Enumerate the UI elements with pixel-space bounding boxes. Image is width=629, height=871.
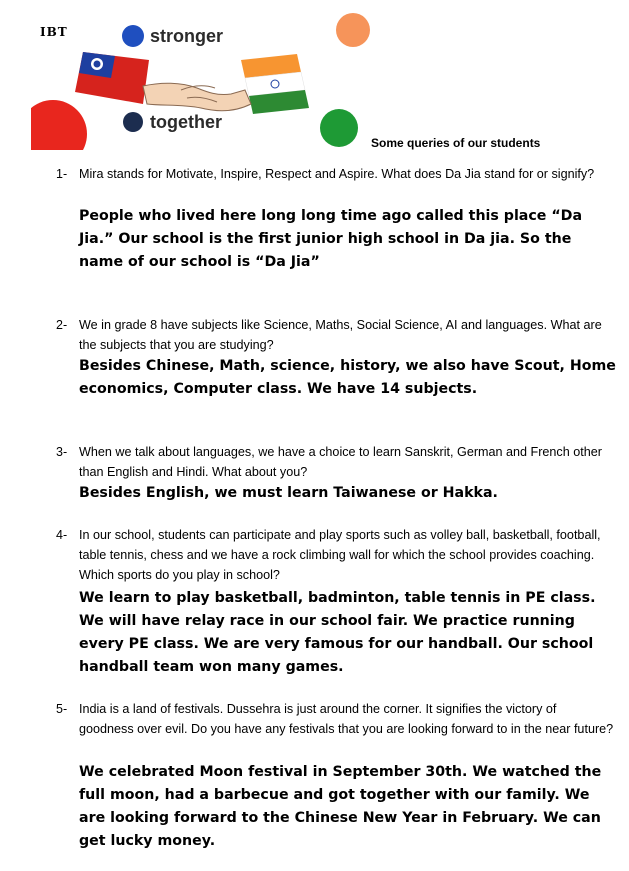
orange-circle-decoration [336, 13, 370, 47]
question-text: In our school, students can participate and play sports such as volley ball, basketball, football, table tennis, chess and we have a rock climbing wall for which the school provides coaching. Which sports do you play in school? [79, 528, 601, 582]
navy-dot-icon [123, 112, 143, 132]
answer-text: Besides Chinese, Math, science, history, we also have Scout, Home economics, Computer class. We have 14 subjects. [79, 358, 616, 397]
green-circle-decoration [320, 109, 358, 147]
question-number: 1- [56, 167, 68, 181]
question-number: 4- [56, 528, 68, 542]
question-number: 5- [56, 702, 68, 716]
banner-word-stronger: stronger [150, 26, 224, 46]
banner-word-together: together [150, 112, 222, 132]
answer-text: We learn to play basketball, badminton, table tennis in PE class. We will have relay race in our school fair. We practice running every PE class. We are very famous for our handball. Our school handball team won many games. [79, 590, 596, 675]
question-text: We in grade 8 have subjects like Science, Maths, Social Science, AI and languages. What are the subjects that you are studying? [79, 318, 602, 352]
question-text: India is a land of festivals. Dussehra is just around the corner. It signifies the victory of goodness over evil. Do you have any festivals that you are looking forward to in the near future? [79, 702, 614, 736]
handshake-icon [143, 83, 251, 110]
answer-text: People who lived here long long time ago called this place “Da Jia.” Our school is the first junior high school in Da jia. So the name of our school is “Da Jia” [79, 208, 583, 270]
answer-text: We celebrated Moon festival in September 30th. We watched the full moon, had a barbecue and got together with our family. We are looking forward to the Chinese New Year in February. We can get lucky money. [79, 764, 602, 849]
answer-text: Besides English, we must learn Taiwanese or Hakka. [79, 485, 498, 501]
taiwan-flag-icon [75, 52, 149, 104]
ibt-logo: IBT [40, 25, 68, 39]
red-circle-decoration [31, 100, 87, 152]
question-text: When we talk about languages, we have a choice to learn Sanskrit, German and French other than English and Hindi. What about you? [79, 445, 602, 479]
question-number: 3- [56, 445, 68, 459]
blue-dot-icon [122, 25, 144, 47]
section-title: Some queries of our students [371, 136, 541, 150]
question-text: Mira stands for Motivate, Inspire, Respect and Aspire. What does Da Jia stand for or signify? [79, 167, 595, 181]
india-flag-icon [241, 54, 309, 114]
question-number: 2- [56, 318, 68, 332]
